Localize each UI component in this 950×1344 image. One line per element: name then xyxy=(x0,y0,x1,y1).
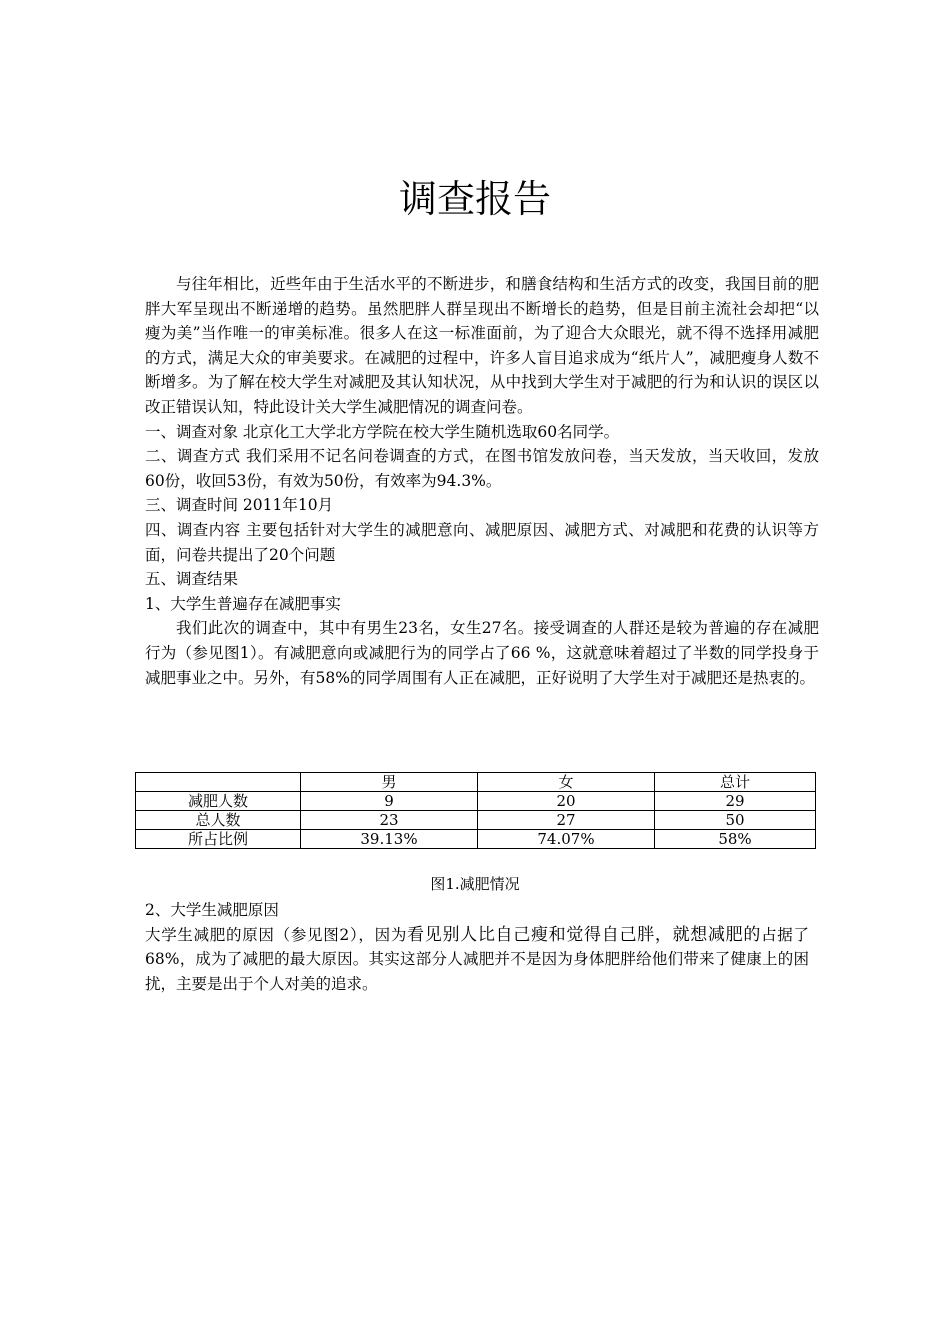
dieting-table xyxy=(135,772,816,849)
table-header-cell: 男 xyxy=(301,773,478,792)
table-header-row xyxy=(136,773,816,792)
table-cell: 58% xyxy=(655,830,816,849)
figure-caption: 图1.减肥情况 xyxy=(430,875,520,893)
section2-heading: 2、大学生减肥原因 xyxy=(145,901,279,919)
table-cell: 74.07% xyxy=(478,830,655,849)
table-row xyxy=(136,830,816,849)
report-body xyxy=(145,272,819,690)
survey-content-item: 四、调查内容 主要包括针对大学生的减肥意向、减肥原因、减肥方式、对减肥和花费的认识等方面，问卷共提出了20个问题 xyxy=(145,520,819,564)
survey-results-heading: 五、调查结果 xyxy=(145,570,239,589)
table-cell: 29 xyxy=(655,792,816,811)
section2-body xyxy=(145,898,809,996)
survey-method-item: 二、调查方式 我们采用不记名问卷调查的方式，在图书馆发放问卷，当天发放，当天收回，发放60份，收回53份，有效为50份，有效率为94.3%。 xyxy=(145,447,819,490)
section2-text-end: 占据了68%，成为了减肥的最大原因。其实这部分人减肥并不是因为身体肥胖给他们带来了健康上的困扰，主要是出于个人对美的追求。 xyxy=(145,925,809,993)
table-cell: 总人数 xyxy=(136,811,301,830)
table-cell: 23 xyxy=(301,811,478,830)
table-cell: 减肥人数 xyxy=(136,792,301,811)
table-cell: 50 xyxy=(655,811,816,830)
table-row xyxy=(136,792,816,811)
section2-paragraph xyxy=(145,923,809,997)
table-cell: 27 xyxy=(478,811,655,830)
survey-subject-item: 一、调查对象 北京化工大学北方学院在校大学生随机选取60名同学。 xyxy=(145,422,620,441)
table-header-cell: 总计 xyxy=(655,773,816,792)
table-cell: 20 xyxy=(478,792,655,811)
section1-paragraph: 我们此次的调查中，其中有男生23名，女生27名。接受调查的人群还是较为普遍的存在减肥行为（参见图1）。有减肥意向或减肥行为的同学占了66 %，这就意味着超过了半数的同学投身于减肥事业之中。另外，有58%的同学周围有人正在减肥，正好说明了大学生对于减肥还是热衷的。 xyxy=(145,619,819,687)
intro-paragraph: 与往年相比，近些年由于生活水平的不断进步，和膳食结构和生活方式的改变，我国目前的肥胖大军呈现出不断递增的趋势。虽然肥胖人群呈现出不断增长的趋势，但是目前主流社会却把“以瘦为美”当作唯一的审美标准。很多人在这一标准面前，为了迎合大众眼光，就不得不选择用减肥的方式，满足大众的审美要求。在减肥的过程中，许多人盲目追求成为“纸片人”，减肥瘦身人数不断增多。为了解在校大学生对减肥及其认知状况，从中找到大学生对于减肥的行为和认识的误区以改正错误认知，特此设计关大学生减肥情况的调查问卷。 xyxy=(145,275,819,416)
dieting-table-container xyxy=(135,772,815,849)
section2-text-start: 大学生减肥的原因（参见图2），因为 xyxy=(145,925,408,944)
table-row xyxy=(136,811,816,830)
table-cell: 39.13% xyxy=(301,830,478,849)
table-header-cell xyxy=(136,773,301,792)
document-title: 调查报告 xyxy=(398,177,551,221)
section1-heading: 1、大学生普遍存在减肥事实 xyxy=(145,594,341,613)
table-header-cell: 女 xyxy=(478,773,655,792)
table-cell: 所占比例 xyxy=(136,830,301,849)
table-cell: 9 xyxy=(301,792,478,811)
section2-text-emphasis: 看见别人比自己瘦和觉得自己胖，就想减肥的 xyxy=(407,924,762,945)
survey-time-item: 三、调查时间 2011年10月 xyxy=(145,496,334,515)
